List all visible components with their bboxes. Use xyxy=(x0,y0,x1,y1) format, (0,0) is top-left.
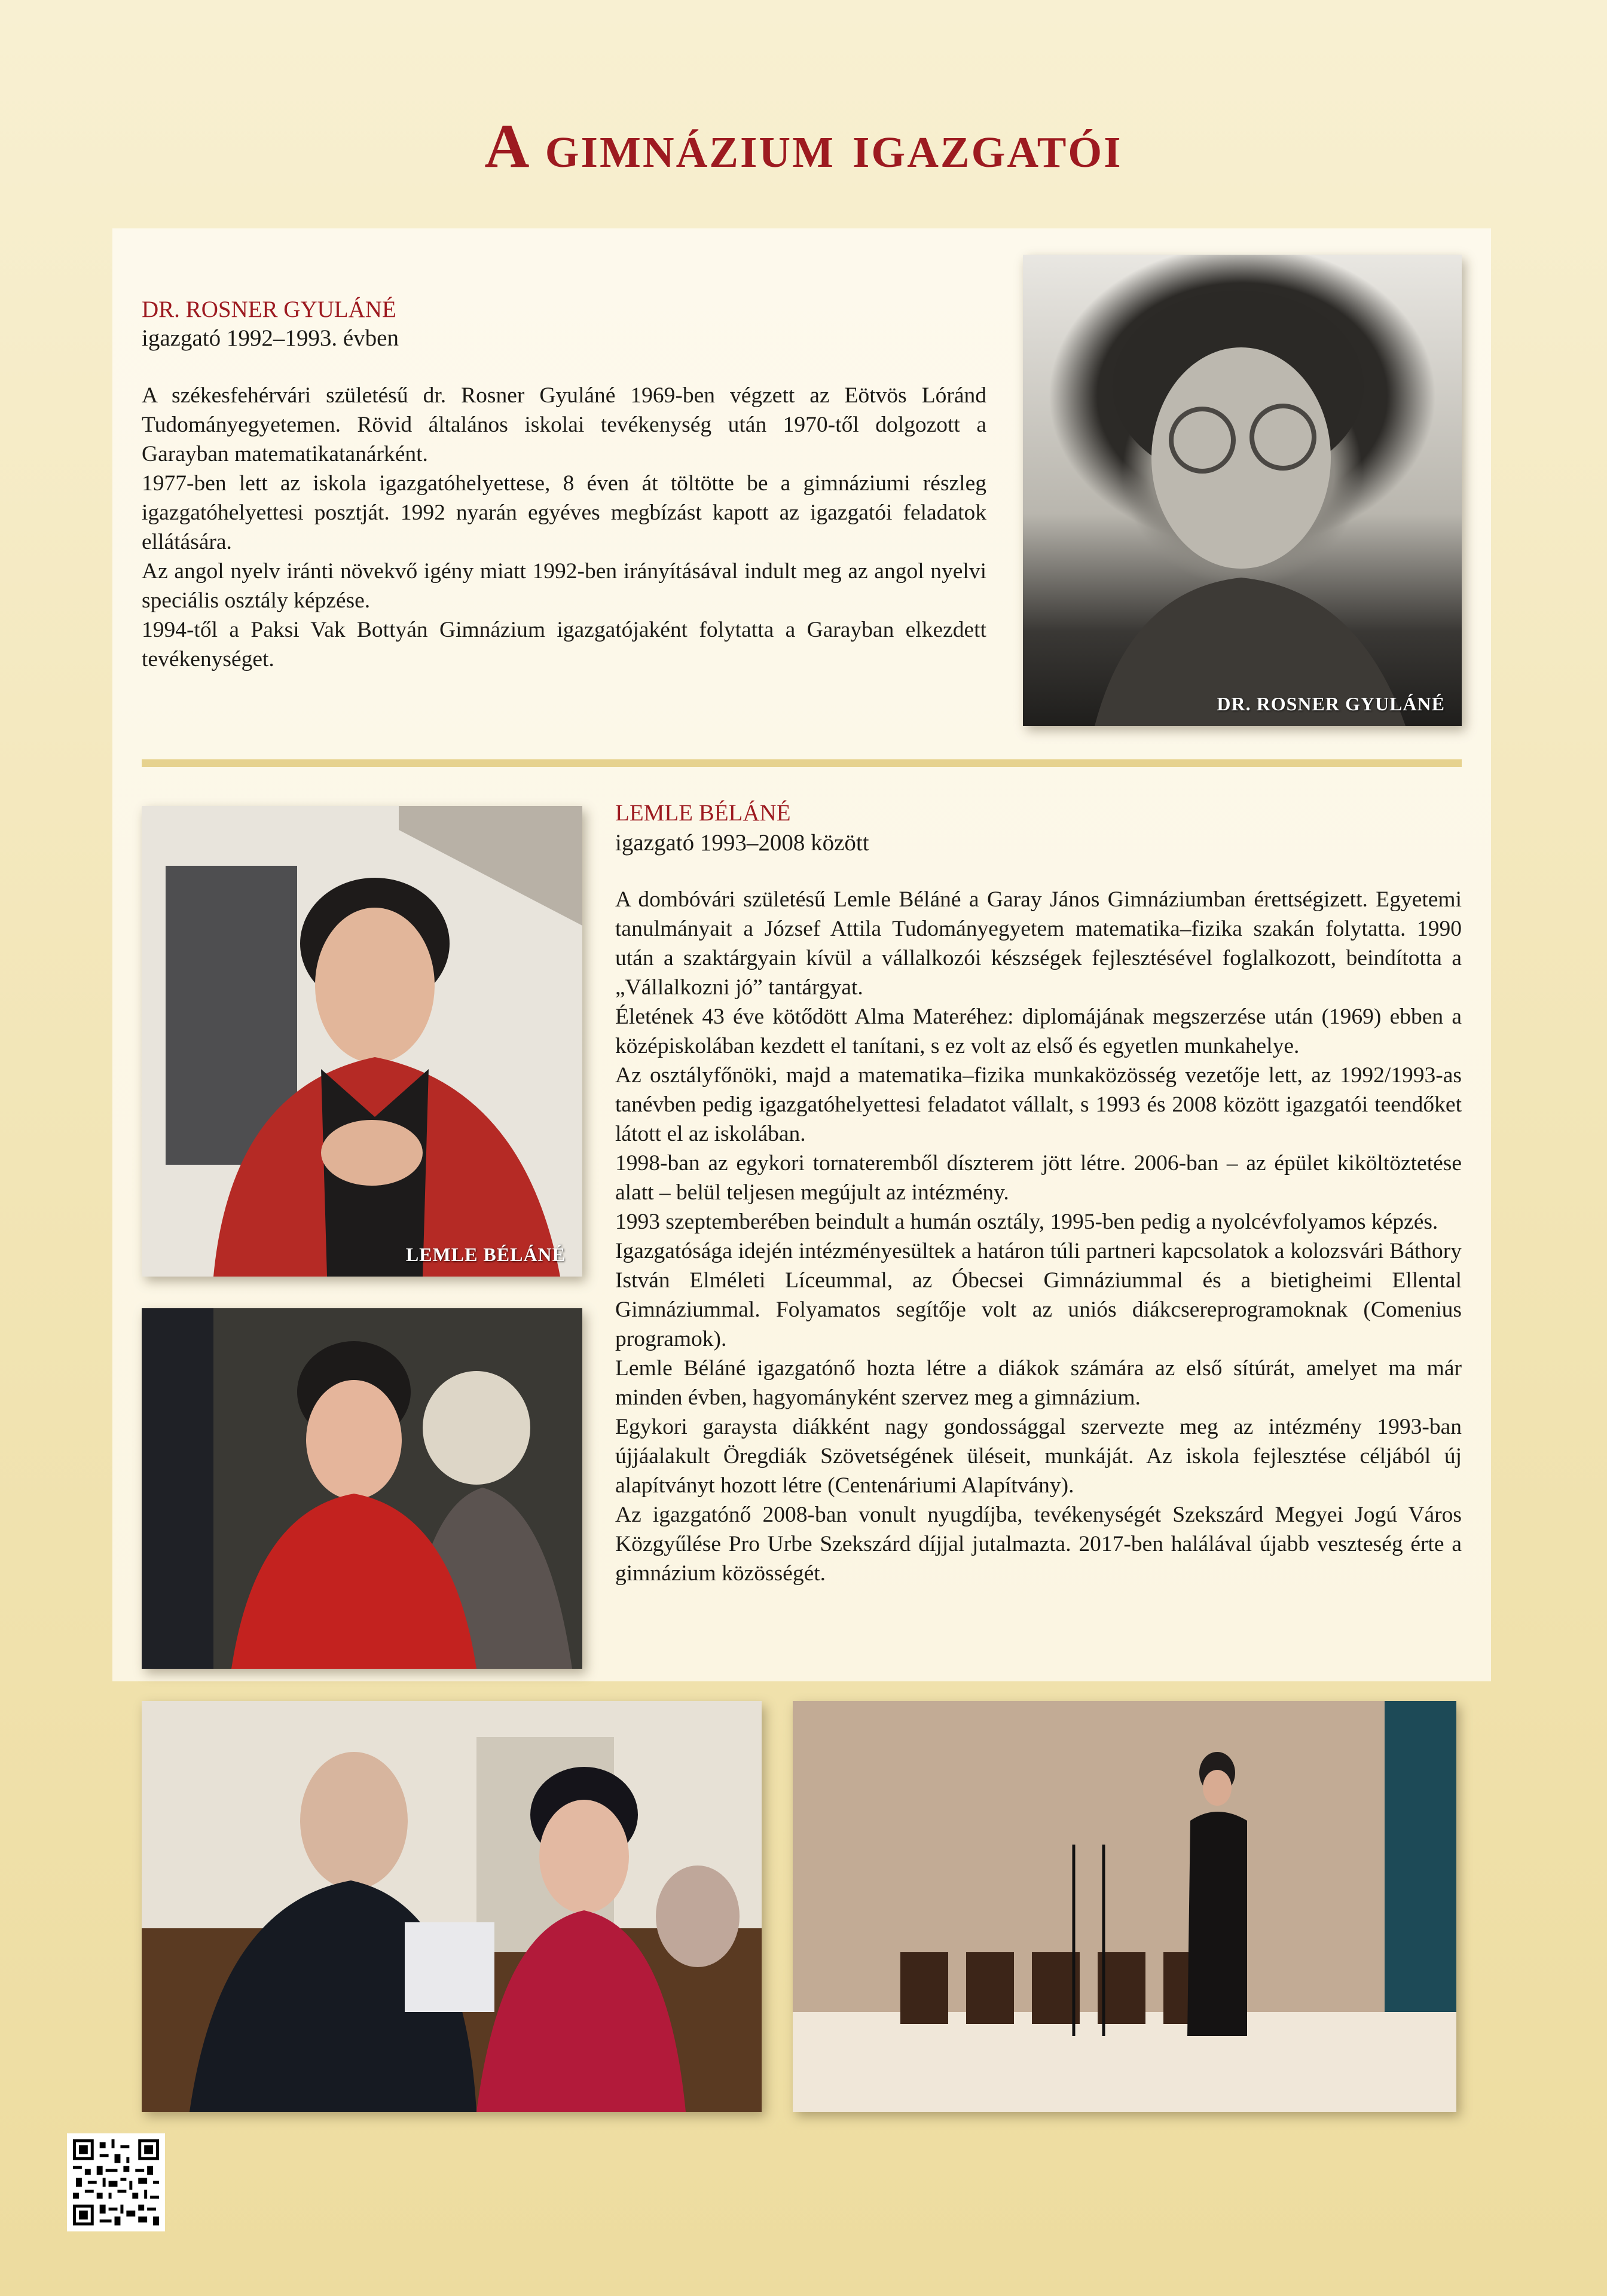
director2-bio-paragraph: Az osztályfőnöki, majd a matematika–fizika munkaközösség vezetője lett, az 1992/1993-as tanévben pedig igazgatóhelyettesi feladatot vállalt, s 1993 és 2008 között igazgatói teendőket látott el az iskolában. xyxy=(615,1063,1462,1146)
director1-bio-paragraph: Az angol nyelv iránti növekvő igény miatt 1992-ben irányításával indult meg az angol nyelvi speciális osztály képzése. xyxy=(142,559,986,613)
director2-bio-paragraph: A dombóvári születésű Lemle Béláné a Garay János Gimnáziumban érettségizett. Egyetemi tanulmányait a József Attila Tudományegyetem matematika–fizika szakán folytatta. 1990 után a szaktárgyain kívül a vállalkozói készségek fejlesztésével foglalkozott, beindította a „Vállalkozni jó” tantárgyat. xyxy=(615,887,1462,1000)
stage-speech-illustration xyxy=(793,1701,1456,2112)
page-title: A gimnázium igazgatói xyxy=(484,112,1123,181)
director2-bio-paragraph: Életének 43 éve kötődött Alma Materéhez: diplomájának megszerzése után (1969) ebben a középiskolában kezdett el tanítani, s ez volt az első és egyetlen munkahelye. xyxy=(615,1004,1462,1058)
director2-bio-paragraph: Egykori garaysta diákként nagy gondossággal szervezte meg az intézmény 1993-ban újjáalakult Öregdiák Szövetségének üléseit, munkáját. Az iskola fejlesztése céljából új alapítványt hozott létre (Centenáriumi Alapítvány). xyxy=(615,1415,1462,1498)
director2-portrait-illustration xyxy=(142,806,582,1277)
director2-name: LEMLE BÉLÁNÉ xyxy=(615,800,791,826)
director2-bio xyxy=(615,885,1462,1588)
reception-illustration xyxy=(142,1308,582,1669)
director2-portrait-photo xyxy=(142,806,582,1277)
director1-name: DR. ROSNER GYULÁNÉ xyxy=(142,297,396,322)
director1-portrait-photo xyxy=(1023,255,1462,726)
award-ceremony-illustration xyxy=(142,1701,762,2112)
director2-bio-paragraph: 1998-ban az egykori tornateremből díszterem jött létre. 2006-ban – az épület kiköltöztetése alatt – belül teljesen megújult az intézmény. xyxy=(615,1151,1462,1205)
reception-photo xyxy=(142,1308,582,1669)
director2-bio-paragraph: Lemle Béláné igazgatónő hozta létre a diákok számára az első sítúrát, amelyet ma már minden évben, hagyományként szervez meg a gimnázium. xyxy=(615,1356,1462,1410)
section-divider xyxy=(142,759,1462,767)
director1-bio-paragraph: 1994-től a Paksi Vak Bottyán Gimnázium igazgatójaként folytatta a Garayban elkezdett tevékenységet. xyxy=(142,618,986,671)
award-ceremony-photo xyxy=(142,1701,762,2112)
director1-bio-paragraph: A székesfehérvári születésű dr. Rosner Gyuláné 1969-ben végzett az Eötvös Lóránd Tudományegyetemen. Rövid általános iskolai tevékenység után 1970-től dolgozott a Garayban matematikatanárként. xyxy=(142,383,986,466)
director1-photo-caption: DR. ROSNER GYULÁNÉ xyxy=(1217,693,1445,715)
director2-photo-caption: LEMLE BÉLÁNÉ xyxy=(405,1244,566,1265)
qr-code[interactable] xyxy=(67,2133,165,2231)
qr-code-icon xyxy=(73,2139,159,2225)
director1-bio-paragraph: 1977-ben lett az iskola igazgatóhelyettese, 8 éven át töltötte be a gimnáziumi részleg igazgatóhelyettesi posztját. 1992 nyarán egyéves megbízást kapott az igazgatói feladatok ellátására. xyxy=(142,471,986,554)
stage-speech-photo xyxy=(793,1701,1456,2112)
director2-bio-paragraph: Az igazgatónő 2008-ban vonult nyugdíjba, tevékenységét Szekszárd Megyei Jogú Város Közgyűlése Pro Urbe Szekszárd díjjal jutalmazta. 2017-ben halálával újabb veszteség érte a gimnázium közösségét. xyxy=(615,1503,1462,1586)
director1-portrait-illustration xyxy=(1023,255,1462,726)
director1-bio xyxy=(142,381,986,674)
director2-term: igazgató 1993–2008 között xyxy=(615,830,869,856)
director2-bio-paragraph: 1993 szeptemberében beindult a humán osztály, 1995-ben pedig a nyolcévfolyamos képzés. xyxy=(615,1210,1438,1234)
director1-term: igazgató 1992–1993. évben xyxy=(142,325,399,351)
director2-bio-paragraph: Igazgatósága idején intézményesültek a határon túli partneri kapcsolatok a kolozsvári Báthory István Elméleti Líceummal, az Óbecsei Gimnáziummal és a bietigheimi Ellental Gimnáziummal. Folyamatos segítője volt az uniós diákcsereprogramoknak (Comenius programok). xyxy=(615,1239,1462,1351)
